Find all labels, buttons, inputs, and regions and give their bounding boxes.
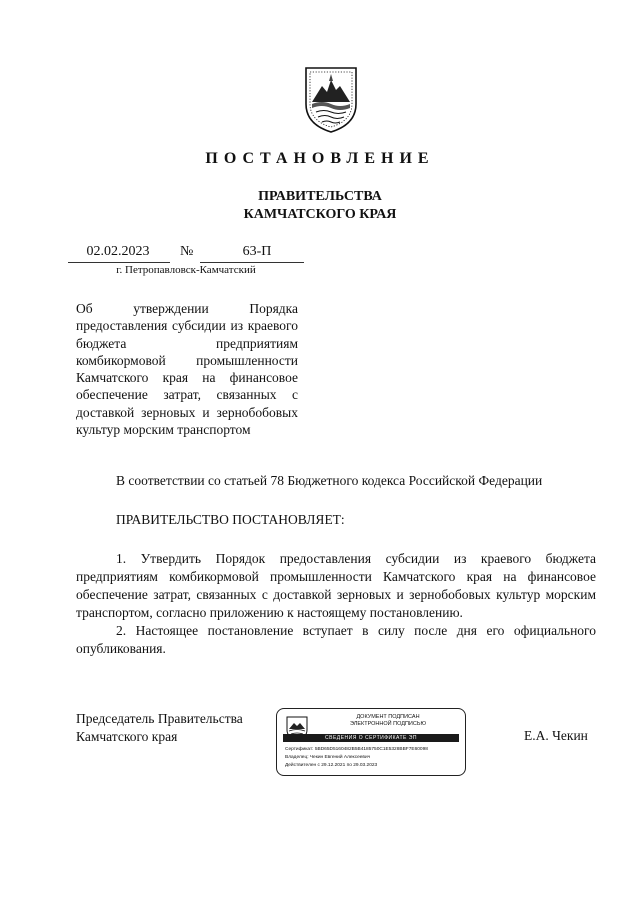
resolution-items <box>76 550 596 658</box>
stamp-certificate-bar: СВЕДЕНИЯ О СЕРТИФИКАТЕ ЭП <box>283 734 459 742</box>
document-date: 02.02.2023 <box>86 244 150 259</box>
number-underline <box>200 262 304 263</box>
stamp-heading-line-1: ДОКУМЕНТ ПОДПИСАН <box>356 714 420 720</box>
signer-title <box>76 710 243 746</box>
document-subject: Об утверждении Порядка предоставления субсидии из краевого бюджета предприятиям комбикормовой промышленности Камчатского края на финансовое обеспечение затрат, связанных с доставкой зерновых и зернобобовых культур морским транспортом <box>76 301 298 438</box>
resolution-heading: ПРАВИТЕЛЬСТВО ПОСТАНОВЛЯЕТ: <box>116 512 345 527</box>
stamp-certificate: Сертификат: 5BD65D5160482B5B4185750C1E5328BBF7E60098 <box>285 747 428 752</box>
signer-title-line-1: Председатель Правительства <box>76 711 243 726</box>
issuing-authority <box>0 188 640 224</box>
signer-name: Е.А. Чекин <box>524 728 588 743</box>
signer-title-line-2: Камчатского края <box>76 729 178 744</box>
resolution-item: 2. Настоящее постановление вступает в силу после дня его официального опубликования. <box>76 623 596 656</box>
kamchatka-emblem-icon <box>302 64 360 134</box>
authority-line-1: ПРАВИТЕЛЬСТВА <box>258 189 382 204</box>
date-underline <box>68 262 170 263</box>
stamp-heading <box>315 714 461 728</box>
number-sign: № <box>180 244 194 259</box>
document-number: 63-П <box>242 244 272 259</box>
stamp-validity: Действителен с 29.12.2021 по 29.03.2023 <box>285 763 378 768</box>
authority-line-2: КАМЧАТСКОГО КРАЯ <box>243 207 397 222</box>
stamp-heading-line-2: ЭЛЕКТРОННОЙ ПОДПИСЬЮ <box>349 721 427 727</box>
electronic-signature-stamp <box>276 708 466 776</box>
document-type-title: ПОСТАНОВЛЕНИЕ <box>205 150 435 167</box>
resolution-item: 1. Утвердить Порядок предоставления субсидии из краевого бюджета предприятиям комбикормовой промышленности Камчатского края на финансовое обеспечение затрат, связанных с доставкой зерновых и зернобобовых культур морским транспортом, согласно приложению к настоящему постановлению. <box>76 551 596 620</box>
stamp-owner: Владелец: Чекин Евгений Алексеевич <box>285 755 371 760</box>
issue-city: г. Петропавловск-Камчатский <box>116 264 256 276</box>
legal-basis: В соответствии со статьей 78 Бюджетного кодекса Российской Федерации <box>116 473 543 488</box>
